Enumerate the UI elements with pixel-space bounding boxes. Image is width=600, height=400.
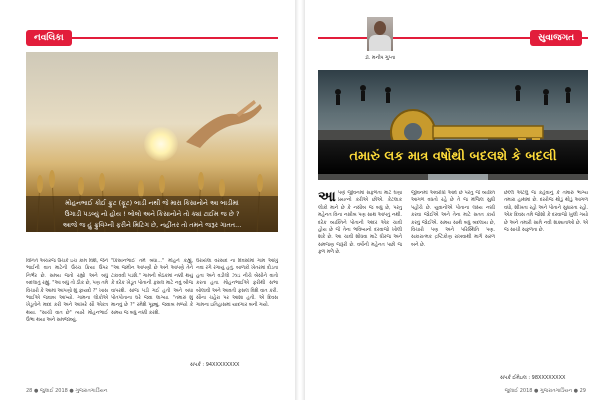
article-column: જીવનમાં અવરોધો આવે છે પરંતુ જે વ્યક્તિ આગળ વધતો રહે છે તે જ મંજિલ સુધી પહોંચે છે. યુવાનોએ પોતાના લક્ષ્ય નક્કી કરવા જોઈએ અને તેના માટે સતત કાર્ય કરવું જોઈએ. સમય સાથે બધું બદલાય છે, વિચારો પણ અને પરિસ્થિતિ પણ. સકારાત્મક દ્રષ્ટિકોણ રાખવાથી માર્ગ સરળ બને છે. <box>411 191 495 248</box>
heading-line: મોહનભાઈ કોઈ ફ્રુટ (ફૂટ) બાડી નથી જે મારા કિસાનોને આ બાડીમાં <box>65 199 239 207</box>
hand-icon <box>176 82 266 152</box>
dropcap: આ <box>318 190 336 205</box>
heading-line: આજે જ હું ફ્રુવિંગ્ની ફરીને મિટિંગ છે, નહીંતર તો તમને જરૂર ગાતત... <box>62 221 242 229</box>
contact-line-right: સંપર્ક ઈમેઇલ : 98XXXXXXXX <box>500 375 566 381</box>
sun-glow <box>144 127 178 161</box>
author-avatar <box>374 21 386 35</box>
story-column: વિનિતે અચરજ ઉંચકે ઇંચ કામ વિશે, જેને ભાઈની વાત માટેની ઉચ્ચ ક્રિયા ઉપર નિર્ભર છે. સમય જતો રહ્યો અને બધું બદલાતું રહ્યું. "આ બધું તો ઠીક છે, પણ તમે વિચારો કે આમાં આપણો શું ફાયદો ?" ખાસ ભાઈએ જવાબ આપ્યો. ગામના લોકોએ ખેડૂતોને મદદ કરી અને આખરે સૌ એકત્ર થયા. "સાચી વાત છે" ત્યારે મોહનભાઈ ઉભા થયા અને સમજાવ્યું. <box>26 259 108 324</box>
article-title: તમારું લક માત્ર વર્ષોથી બદલશે કે બદલી <box>318 140 588 174</box>
article-column: છેલ્લે એટલું જ કહેવાનું કે તમારું ભાગ્ય તમારા હાથમાં છે. દરરોજ થોડું થોડું આગળ વધો, શીખતા રહો અને પોતાને સુધારતા રહો. એક દિવસ તમે જોશો કે દરવાજો ખુલી ગયો છે અને તમારી સામે નવી શક્યતાઓ છે. એ જ સાચી સફળતા છે. <box>504 191 588 234</box>
page-gutter <box>295 0 305 400</box>
contact-line: સંપર્ક : 94XXXXXXXX <box>190 362 240 368</box>
author-name: ડૉ. મનીષ ગુપ્તા <box>364 55 396 61</box>
author-avatar-body <box>369 35 391 51</box>
story-column: ઘેરાયેલા વરસાદ ના દિવસોમાં ગામ આખું નવા રંગે રંગાયું હતું. બાળકો ખેતરમાં દોડતા હતા અને વડીલો ઝાડ નીચે બેસીને વાતો કરતા હતા. મોહનભાઈએ ફરીથી સભા બોલાવી અને આવતી ફસલ વિશે વાત કરી. સૌના ચહેરા પર આશા હતી. એ દિવસ ગામના ઇતિહાસમાં યાદગાર બની ગયો. <box>196 259 278 309</box>
left-page <box>0 0 295 400</box>
section-tag-right: સુવાજગત <box>530 30 582 46</box>
article-column-text: પણે જીવનમાં સફળતા માટે ઘણા પ્રયત્નો કરીએ છીએ. કેટલાક લોકો માને છે કે નસીબ જ બધું છે, પરંતુ મહેનત વિના નસીબ પણ સાથ આપતું નથી. દરેક વ્યક્તિને પોતાની અંદર એક ચાવી હોય છે જે તેના ભવિષ્યનો દરવાજો ખોલી શકે છે. આ ચાવી શોધવા માટે ધીરજ અને સમજણ જરૂરી છે. વર્ષોની મહેનત પછી જ ફળ મળે છે. <box>318 191 402 256</box>
page-folio-right: જુલાઈ 2018 ● ગુજરાતગાર્ડિયન ● 29 <box>504 388 586 394</box>
section-tag-left: નવલિકા <box>26 30 72 46</box>
page-folio-left: 28 ● જુલાઈ 2018 ● ગુજરાતગાર્ડિયન <box>26 388 108 394</box>
story-column: "કિસાનભાઈ તમે બધા..." મોહને કહ્યું, "આ જમીન આપણી છે અને આપણે તેને ટકાવવી પડશે." ગામની બેઠકમાં નક્કી થયું કે દરેક ખેડૂત પોતાની ફસલ માટે નવું બીજ વાપરશે. સાંજ પડી ગઈ હતી અને બધા પોતપોતાના ઘરે જવા લાગ્યા. "તમારું શું માનવું છે ?" રમેશે પૂછ્યું. જવાબ મળ્યો કે સમય જ બધું નક્કી કરશે. <box>111 259 193 316</box>
heading-line: ઉગાડી પડવ્યું નો હોય ! બોલો અને કિસાનોને તો ક્યાં ટાઈમ જ છે ? <box>64 210 240 218</box>
story-columns <box>26 258 278 378</box>
story-heading <box>26 196 278 232</box>
article-column <box>318 190 402 360</box>
